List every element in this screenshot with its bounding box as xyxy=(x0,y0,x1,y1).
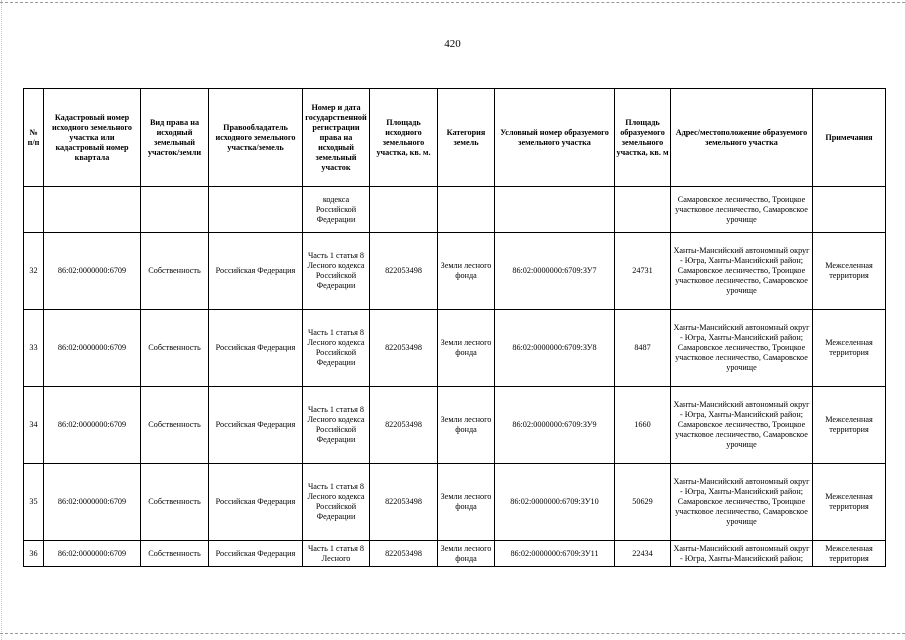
cell-category: Земли лесного фонда xyxy=(438,310,495,387)
cell-new-number: 86:02:0000000:6709:ЗУ11 xyxy=(495,541,615,567)
cell-source-area: 822053498 xyxy=(370,541,438,567)
header-registration: Номер и дата государственной регистрации права на исходный земельный участок xyxy=(303,89,370,187)
table-row xyxy=(24,310,886,387)
table-row xyxy=(24,233,886,310)
page-number: 420 xyxy=(444,38,461,50)
cell-num: 33 xyxy=(24,310,44,387)
cell-num: 35 xyxy=(24,464,44,541)
cell-source-area xyxy=(370,187,438,233)
cell-new-number: 86:02:0000000:6709:ЗУ8 xyxy=(495,310,615,387)
cell-note: Межселенная территория xyxy=(813,387,886,464)
table-row xyxy=(24,541,886,567)
bottom-scan-edge xyxy=(0,633,905,634)
cell-num: 34 xyxy=(24,387,44,464)
cell-owner: Российская Федерация xyxy=(209,387,303,464)
cell-category: Земли лесного фонда xyxy=(438,541,495,567)
header-right: Вид права на исходный земельный участок/земли xyxy=(141,89,209,187)
cell-cadastral: 86:02:0000000:6709 xyxy=(44,464,141,541)
table-row xyxy=(24,387,886,464)
cell-category: Земли лесного фонда xyxy=(438,464,495,541)
cell-cadastral: 86:02:0000000:6709 xyxy=(44,310,141,387)
cell-new-number xyxy=(495,187,615,233)
cell-new-number: 86:02:0000000:6709:ЗУ10 xyxy=(495,464,615,541)
cell-category: Земли лесного фонда xyxy=(438,387,495,464)
cell-note: Межселенная территория xyxy=(813,464,886,541)
table-header-row xyxy=(24,89,886,187)
cell-address: Ханты-Мансийский автономный округ - Югра, Ханты-Мансийский район; xyxy=(671,541,813,567)
cell-right: Собственность xyxy=(141,541,209,567)
header-new-area: Площадь образуемого земельного участка, кв. м xyxy=(615,89,671,187)
cell-address: Ханты-Мансийский автономный округ - Югра, Ханты-Мансийский район; Самаровское лесничество, Троицкое участковое лесничество, Самаровское урочище xyxy=(671,387,813,464)
cell-right: Собственность xyxy=(141,310,209,387)
cell-new-area: 24731 xyxy=(615,233,671,310)
header-address: Адрес/местоположение образуемого земельного участка xyxy=(671,89,813,187)
continuation-row xyxy=(24,187,886,233)
header-num: № п/п xyxy=(24,89,44,187)
header-owner: Правообладатель исходного земельного участка/земель xyxy=(209,89,303,187)
header-source-area: Площадь исходного земельного участка, кв. м. xyxy=(370,89,438,187)
cell-source-area: 822053498 xyxy=(370,464,438,541)
cell-category: Земли лесного фонда xyxy=(438,233,495,310)
cell-source-area: 822053498 xyxy=(370,387,438,464)
cell-registration: кодекса Российской Федерации xyxy=(303,187,370,233)
cell-num: 32 xyxy=(24,233,44,310)
cell-owner: Российская Федерация xyxy=(209,541,303,567)
cell-num xyxy=(24,187,44,233)
cell-new-number: 86:02:0000000:6709:ЗУ9 xyxy=(495,387,615,464)
cell-address: Ханты-Мансийский автономный округ - Югра, Ханты-Мансийский район; Самаровское лесничество, Троицкое участковое лесничество, Самаровское урочище xyxy=(671,233,813,310)
cell-note: Межселенная территория xyxy=(813,233,886,310)
header-new-number: Условный номер образуемого земельного участка xyxy=(495,89,615,187)
cell-category xyxy=(438,187,495,233)
cell-num: 36 xyxy=(24,541,44,567)
cell-address: Ханты-Мансийский автономный округ - Югра, Ханты-Мансийский район; Самаровское лесничество, Троицкое участковое лесничество, Самаровское урочище xyxy=(671,310,813,387)
cell-right: Собственность xyxy=(141,233,209,310)
cell-cadastral: 86:02:0000000:6709 xyxy=(44,541,141,567)
cell-owner: Российская Федерация xyxy=(209,233,303,310)
cell-address: Ханты-Мансийский автономный округ - Югра, Ханты-Мансийский район; Самаровское лесничество, Троицкое участковое лесничество, Самаровское урочище xyxy=(671,464,813,541)
cell-owner: Российская Федерация xyxy=(209,464,303,541)
cell-registration: Часть 1 статья 8 Лесного кодекса Российской Федерации xyxy=(303,464,370,541)
cell-new-area: 50629 xyxy=(615,464,671,541)
cell-new-area xyxy=(615,187,671,233)
left-scan-edge xyxy=(1,0,2,640)
cell-registration: Часть 1 статья 8 Лесного xyxy=(303,541,370,567)
cell-new-area: 22434 xyxy=(615,541,671,567)
cell-right: Собственность xyxy=(141,464,209,541)
cell-new-area: 8487 xyxy=(615,310,671,387)
cell-new-area: 1660 xyxy=(615,387,671,464)
header-category: Категория земель xyxy=(438,89,495,187)
cell-owner: Российская Федерация xyxy=(209,310,303,387)
cell-owner xyxy=(209,187,303,233)
table-row xyxy=(24,464,886,541)
header-note: Примечания xyxy=(813,89,886,187)
cell-registration: Часть 1 статья 8 Лесного кодекса Российской Федерации xyxy=(303,387,370,464)
cell-note: Межселенная территория xyxy=(813,541,886,567)
cell-registration: Часть 1 статья 8 Лесного кодекса Российской Федерации xyxy=(303,233,370,310)
cell-new-number: 86:02:0000000:6709:ЗУ7 xyxy=(495,233,615,310)
cell-note xyxy=(813,187,886,233)
cell-source-area: 822053498 xyxy=(370,310,438,387)
cell-cadastral xyxy=(44,187,141,233)
top-scan-edge xyxy=(0,2,905,3)
header-cadastral: Кадастровый номер исходного земельного участка или кадастровый номер квартала xyxy=(44,89,141,187)
cell-cadastral: 86:02:0000000:6709 xyxy=(44,387,141,464)
cell-registration: Часть 1 статья 8 Лесного кодекса Российской Федерации xyxy=(303,310,370,387)
land-plot-table xyxy=(23,88,886,567)
cell-cadastral: 86:02:0000000:6709 xyxy=(44,233,141,310)
cell-right xyxy=(141,187,209,233)
cell-source-area: 822053498 xyxy=(370,233,438,310)
cell-note: Межселенная территория xyxy=(813,310,886,387)
cell-right: Собственность xyxy=(141,387,209,464)
cell-address: Самаровское лесничество, Троицкое участковое лесничество, Самаровское урочище xyxy=(671,187,813,233)
